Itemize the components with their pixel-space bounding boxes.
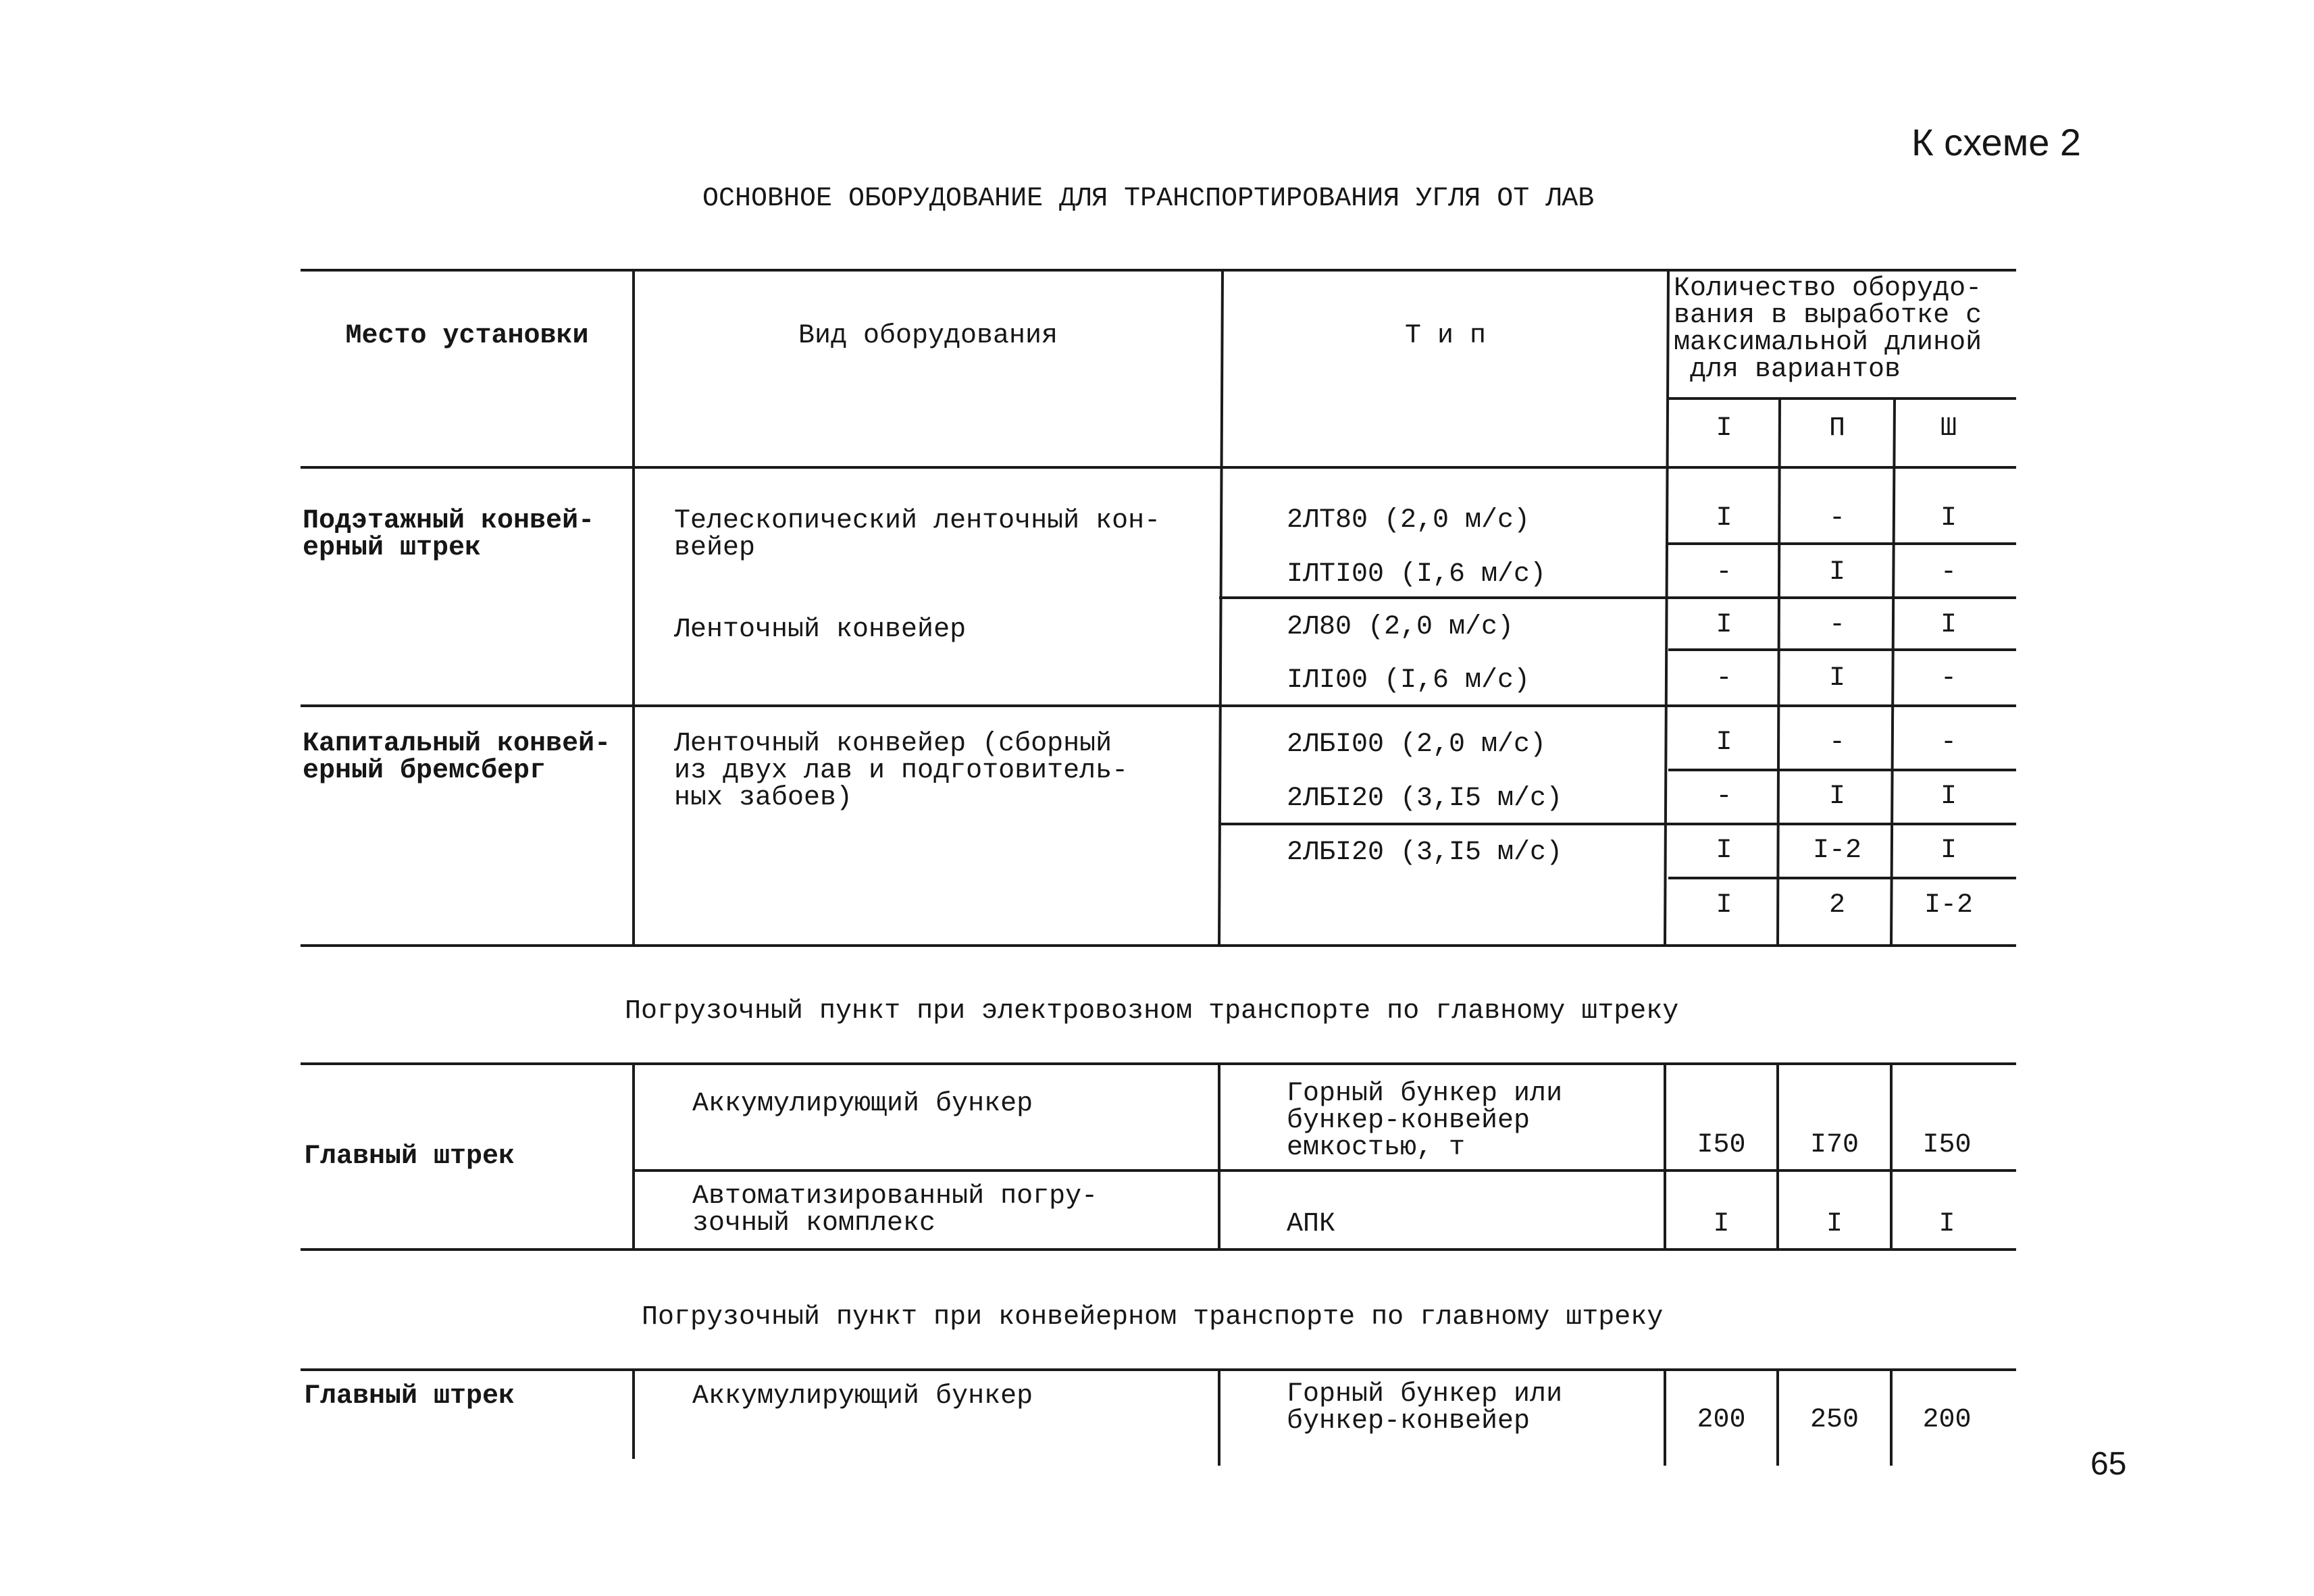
header-variant-1: I <box>1716 413 1732 444</box>
section2-type: АПК <box>1287 1209 1336 1239</box>
qty-cell: I <box>1716 890 1732 921</box>
qty-cell: - <box>1940 557 1957 588</box>
qty-cell: I <box>1713 1209 1730 1239</box>
group1-location: Подэтажный конвей- ерный штрек <box>303 506 595 563</box>
qty-cell: - <box>1716 781 1732 812</box>
section3-heading: Погрузочный пункт при конвейерном транспорте по главному штреку <box>642 1302 1664 1333</box>
qty-cell: - <box>1716 663 1732 694</box>
header-equipment: Вид оборудования <box>798 321 1058 351</box>
qty-cell: - <box>1940 663 1957 694</box>
scheme-reference: К схеме 2 <box>1911 121 2082 163</box>
qty-cell: I <box>1828 663 1845 694</box>
section2-type: Горный бункер или бункер-конвейер емкостью, т <box>1287 1079 1563 1163</box>
header-quantity: Количество оборудо- вания в выработке с максимальной длиной для вариантов <box>1674 274 1982 385</box>
qty-cell: I <box>1716 835 1732 866</box>
qty-cell: I <box>1940 503 1957 534</box>
qty-cell: - <box>1828 610 1845 640</box>
type-cell: 2ЛБI00 (2,0 м/с) <box>1287 729 1547 760</box>
type-cell: 2ЛБI20 (3,I5 м/с) <box>1287 838 1563 868</box>
section3-type: Горный бункер или бункер-конвейер <box>1287 1379 1563 1437</box>
header-location: Место установки <box>345 321 589 351</box>
qty-cell: I <box>1716 503 1732 534</box>
qty-cell: - <box>1716 557 1732 588</box>
qty-cell: I <box>1828 781 1845 812</box>
qty-cell: 200 <box>1922 1405 1972 1435</box>
page-number: 65 <box>2090 1446 2127 1482</box>
qty-cell: I <box>1940 781 1957 812</box>
qty-cell: I <box>1716 610 1732 640</box>
qty-cell: - <box>1828 727 1845 758</box>
group1-equipment-telescopic: Телескопический ленточный кон- вейер <box>674 506 1161 563</box>
qty-cell: I <box>1940 835 1957 866</box>
header-variant-2: П <box>1828 413 1845 444</box>
qty-cell: - <box>1940 727 1957 758</box>
qty-cell: - <box>1828 503 1845 534</box>
qty-cell: I <box>1940 610 1957 640</box>
section3-equipment: Аккумулирующий бункер <box>692 1381 1033 1412</box>
section2-heading: Погрузочный пункт при электровозном транспорте по главному штреку <box>625 996 1679 1027</box>
header-type: Т и п <box>1404 321 1487 351</box>
group1-equipment-belt: Ленточный конвейер <box>674 615 967 645</box>
qty-cell: I-2 <box>1924 890 1973 921</box>
group2-location: Капитальный конвей- ерный бремсберг <box>303 729 611 786</box>
qty-cell: I50 <box>1697 1130 1746 1160</box>
section2-location: Главный штрек <box>304 1141 515 1172</box>
qty-cell: I <box>1938 1209 1955 1239</box>
qty-cell: 250 <box>1809 1405 1859 1435</box>
qty-cell: I <box>1828 557 1845 588</box>
qty-cell: I <box>1716 727 1732 758</box>
section2-equipment: Аккумулирующий бункер <box>692 1089 1033 1119</box>
qty-cell: I-2 <box>1812 835 1861 866</box>
type-cell: 2ЛБI20 (3,I5 м/с) <box>1287 783 1563 814</box>
group2-equipment: Ленточный конвейер (сборный из двух лав и подготовитель- ных забоев) <box>674 729 1129 813</box>
section2-equipment: Автоматизированный погру- зочный комплекс <box>692 1181 1098 1239</box>
type-cell: 2ЛТ80 (2,0 м/с) <box>1287 505 1531 536</box>
header-variant-3: Ш <box>1940 413 1957 444</box>
page-title: ОСНОВНОЕ ОБОРУДОВАНИЕ ДЛЯ ТРАНСПОРТИРОВАНИЯ УГЛЯ ОТ ЛАВ <box>702 184 1595 214</box>
qty-cell: I70 <box>1809 1130 1859 1160</box>
qty-cell: I <box>1826 1209 1843 1239</box>
type-cell: IЛТI00 (I,6 м/с) <box>1287 559 1547 590</box>
section3-location: Главный штрек <box>304 1381 515 1412</box>
type-cell: IЛI00 (I,6 м/с) <box>1287 665 1531 696</box>
qty-cell: 2 <box>1828 890 1845 921</box>
qty-cell: I50 <box>1922 1130 1972 1160</box>
type-cell: 2Л80 (2,0 м/с) <box>1287 612 1514 642</box>
qty-cell: 200 <box>1697 1405 1746 1435</box>
